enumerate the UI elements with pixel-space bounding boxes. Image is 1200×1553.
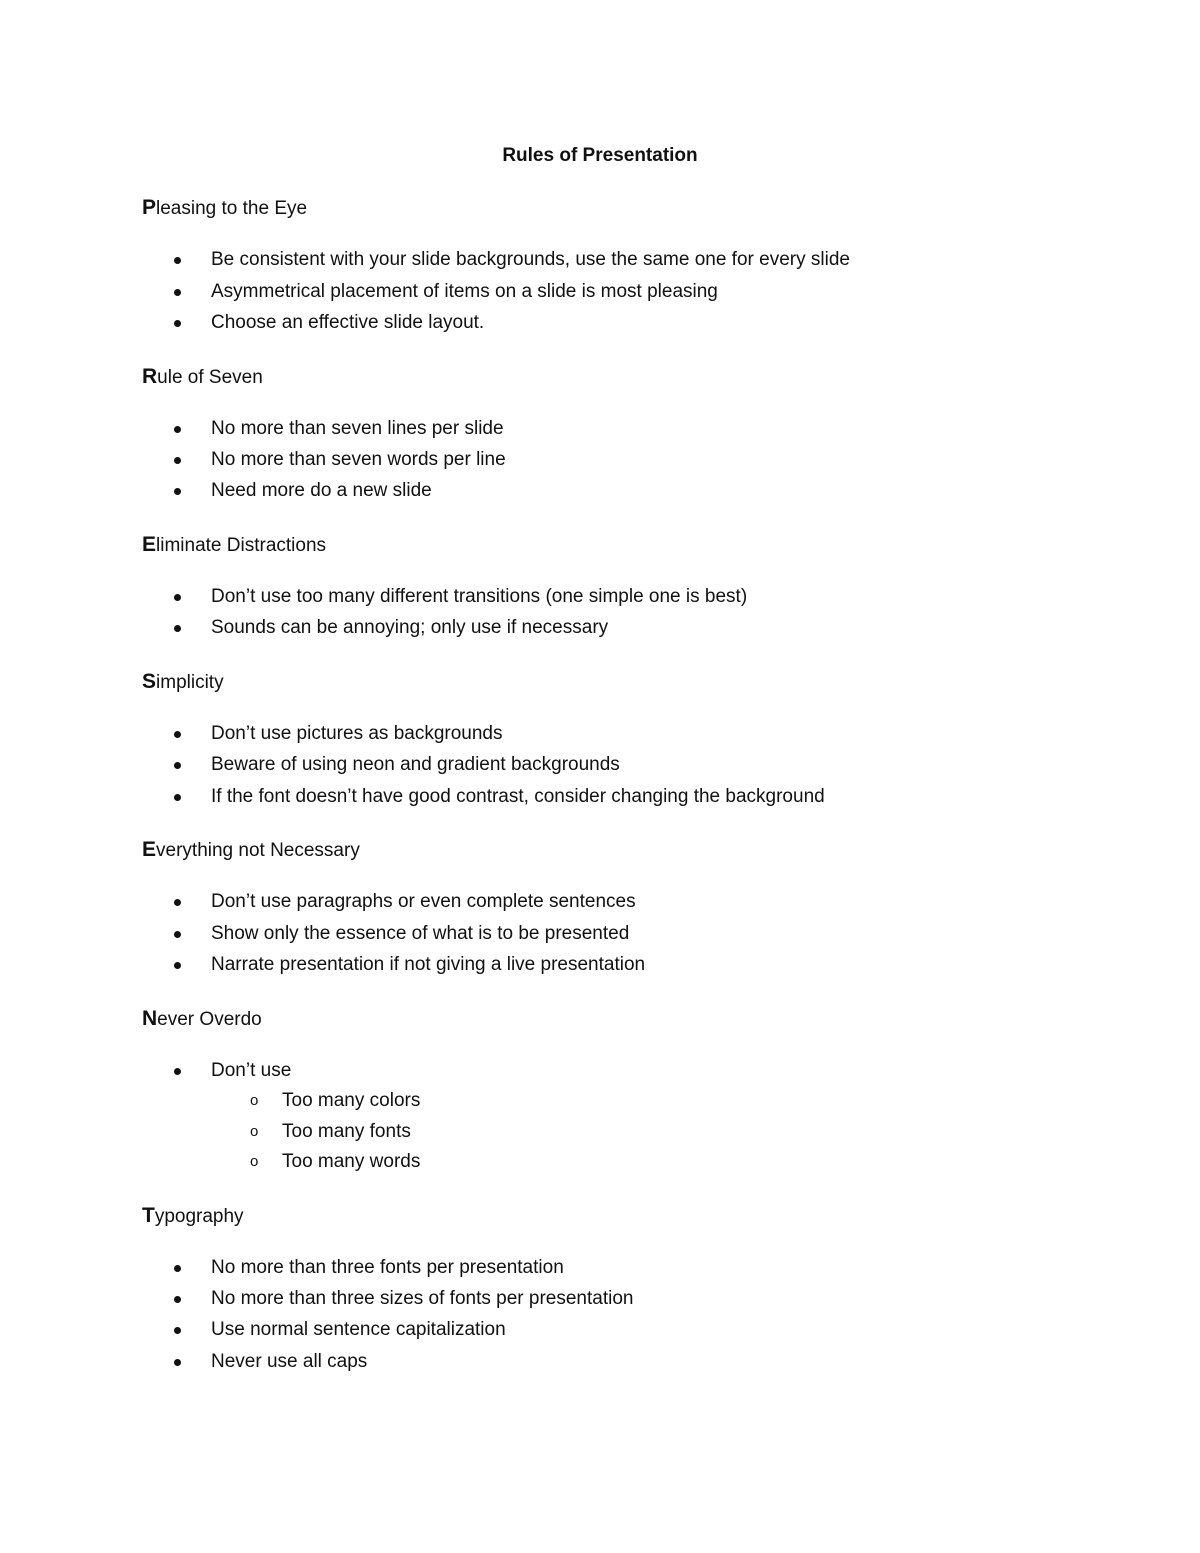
heading-initial: R <box>142 365 158 388</box>
bullet-icon <box>174 448 184 472</box>
bullet-icon <box>174 753 184 777</box>
document-title: Rules of Presentation <box>502 145 698 166</box>
list-item-text: No more than three sizes of fonts per presentation <box>211 1288 634 1309</box>
list-item-text: Don’t use pictures as backgrounds <box>211 723 503 744</box>
heading-rest: liminate Distractions <box>156 535 327 556</box>
bullet-icon <box>174 1256 184 1280</box>
bullet-icon <box>174 311 184 335</box>
section-heading-eliminate-distractions <box>142 533 326 558</box>
bullet-icon <box>174 248 184 272</box>
list-item-text: Beware of using neon and gradient backgrounds <box>211 754 620 775</box>
section-heading-everything-not-necessary <box>142 838 360 863</box>
bullet-icon <box>174 953 184 977</box>
section-heading-simplicity <box>142 670 224 695</box>
circle-bullet-icon: o <box>250 1153 259 1170</box>
heading-initial: P <box>142 196 157 219</box>
list-item-text: If the font doesn’t have good contrast, consider changing the background <box>211 786 825 807</box>
bullet-icon <box>174 722 184 746</box>
section-heading-typography <box>142 1204 244 1229</box>
section-heading-pleasing <box>142 196 307 221</box>
list-item-text: Never use all caps <box>211 1351 368 1372</box>
bullet-icon <box>174 1287 184 1311</box>
list-item-text: Need more do a new slide <box>211 480 432 501</box>
list-item-text: Choose an effective slide layout. <box>211 312 485 333</box>
list-item-text: Use normal sentence capitalization <box>211 1319 506 1340</box>
list-item-text: Don’t use paragraphs or even complete sentences <box>211 891 636 912</box>
bullet-icon <box>174 890 184 914</box>
list-item-text: Be consistent with your slide backgrounds, use the same one for every slide <box>211 249 850 270</box>
heading-initial: E <box>142 838 157 861</box>
list-item-text: No more than seven lines per slide <box>211 418 504 439</box>
section-heading-never-overdo <box>142 1007 262 1032</box>
list-item-text: Don’t use too many different transitions (one simple one is best) <box>211 586 748 607</box>
heading-rest: ypography <box>154 1206 244 1227</box>
bullet-icon <box>174 616 184 640</box>
heading-rest: verything not Necessary <box>156 840 360 861</box>
circle-bullet-icon: o <box>250 1092 259 1109</box>
heading-initial: T <box>142 1204 155 1227</box>
heading-initial: S <box>142 670 157 693</box>
bullet-icon <box>174 1318 184 1342</box>
bullet-icon <box>174 479 184 503</box>
bullet-icon <box>174 922 184 946</box>
circle-bullet-icon: o <box>250 1123 259 1140</box>
bullet-icon <box>174 1350 184 1374</box>
bullet-icon <box>174 1059 184 1083</box>
bullet-icon <box>174 585 184 609</box>
list-item-text: Asymmetrical placement of items on a slide is most pleasing <box>211 281 718 302</box>
list-item-text: Don’t use <box>211 1060 292 1081</box>
list-item-text: Narrate presentation if not giving a live presentation <box>211 954 646 975</box>
sub-list-item-text: Too many fonts <box>282 1121 411 1142</box>
list-item-text: Sounds can be annoying; only use if necessary <box>211 617 609 638</box>
bullet-icon <box>174 417 184 441</box>
bullet-icon <box>174 280 184 304</box>
section-heading-rule-of-seven <box>142 365 263 390</box>
list-item-text: No more than three fonts per presentation <box>211 1257 564 1278</box>
heading-rest: ever Overdo <box>157 1009 262 1030</box>
sub-list-item-text: Too many words <box>282 1151 421 1172</box>
heading-initial: N <box>142 1007 158 1030</box>
heading-rest: leasing to the Eye <box>156 198 308 219</box>
list-item-text: Show only the essence of what is to be presented <box>211 923 630 944</box>
bullet-icon <box>174 785 184 809</box>
heading-initial: E <box>142 533 157 556</box>
list-item-text: No more than seven words per line <box>211 449 506 470</box>
sub-list-item-text: Too many colors <box>282 1090 421 1111</box>
heading-rest: implicity <box>156 672 224 693</box>
heading-rest: ule of Seven <box>157 367 263 388</box>
